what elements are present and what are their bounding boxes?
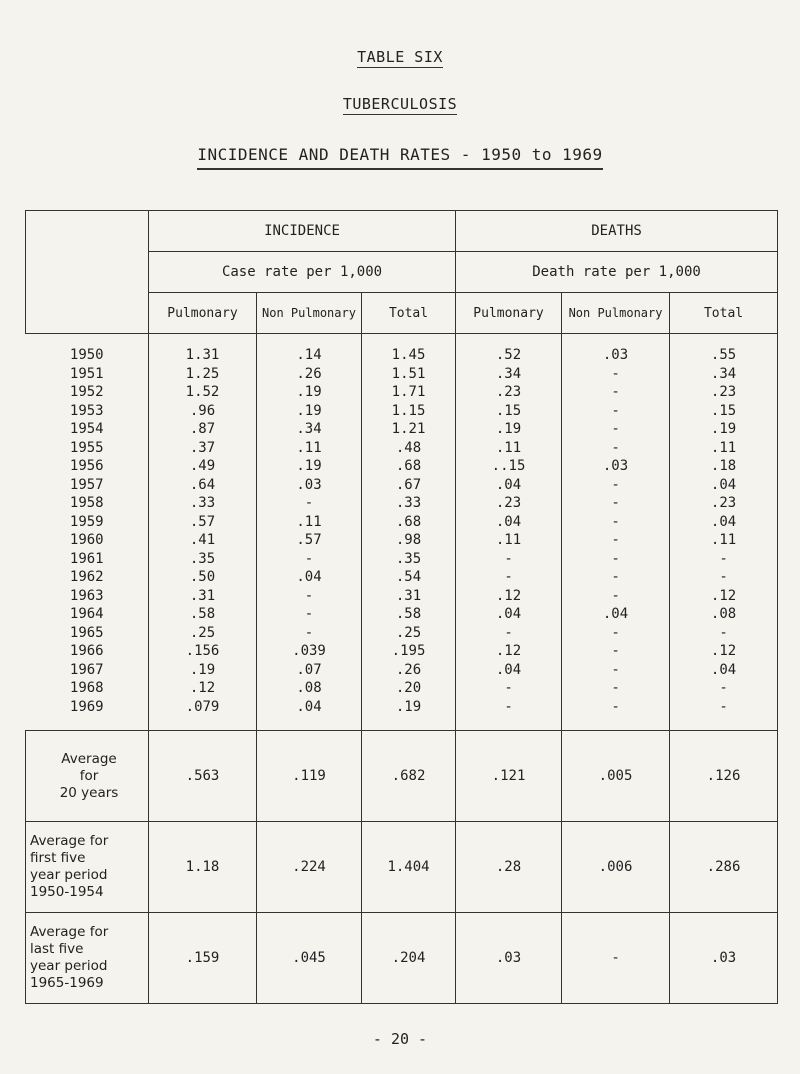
rate-cell: 1.45	[362, 334, 456, 365]
rate-cell: .12	[670, 642, 778, 661]
rate-cell: 1.52	[149, 383, 257, 402]
column-header: Non Pulmonary	[257, 293, 362, 334]
rate-cell: -	[257, 605, 362, 624]
average-label-line: Average for	[30, 833, 109, 849]
rate-cell: .68	[362, 513, 456, 532]
rate-cell: .11	[456, 439, 562, 458]
rate-cell: .11	[257, 439, 362, 458]
rate-cell: .03	[562, 457, 670, 476]
year-cell: 1957	[26, 476, 149, 495]
rate-cell: .18	[670, 457, 778, 476]
rate-cell: 1.31	[149, 334, 257, 365]
year-cell: 1968	[26, 679, 149, 698]
rate-cell: -	[257, 624, 362, 643]
average-value: -	[562, 913, 670, 1004]
rate-cell: .079	[149, 698, 257, 717]
average-value: .121	[456, 731, 562, 822]
average-value: .005	[562, 731, 670, 822]
average-value: 1.404	[362, 822, 456, 913]
rate-cell: -	[456, 568, 562, 587]
average-value: .682	[362, 731, 456, 822]
rate-cell: .14	[257, 334, 362, 365]
average-label-line: Average	[61, 750, 117, 767]
table-row	[26, 624, 778, 643]
average-label-line: year period	[30, 958, 108, 974]
year-cell: 1959	[26, 513, 149, 532]
year-cell: 1964	[26, 605, 149, 624]
rate-cell: .31	[149, 587, 257, 606]
rate-cell: .19	[670, 420, 778, 439]
rate-cell: .26	[362, 661, 456, 680]
table-row	[26, 605, 778, 624]
deaths-header: DEATHS	[456, 211, 778, 252]
average-label-line: for	[79, 767, 99, 784]
average-value: .224	[257, 822, 362, 913]
table-row	[26, 334, 778, 365]
rate-cell: -	[562, 365, 670, 384]
average-value: .03	[670, 913, 778, 1004]
average-value: .126	[670, 731, 778, 822]
rate-cell: -	[562, 513, 670, 532]
column-header: Total	[670, 293, 778, 334]
rate-cell: .87	[149, 420, 257, 439]
rate-cell: -	[670, 679, 778, 698]
rate-cell: .34	[670, 365, 778, 384]
rate-cell: .12	[670, 587, 778, 606]
rate-cell: .04	[456, 513, 562, 532]
year-cell: 1953	[26, 402, 149, 421]
rate-cell: .04	[670, 476, 778, 495]
average-value: .045	[257, 913, 362, 1004]
rate-cell: .68	[362, 457, 456, 476]
year-cell: 1950	[26, 334, 149, 365]
rate-cell: .50	[149, 568, 257, 587]
rate-cell: .04	[456, 605, 562, 624]
average-value: .159	[149, 913, 257, 1004]
table-row	[26, 365, 778, 384]
year-cell: 1954	[26, 420, 149, 439]
rate-cell: .34	[456, 365, 562, 384]
rate-cell: .08	[670, 605, 778, 624]
table-row	[26, 494, 778, 513]
rate-cell: 1.71	[362, 383, 456, 402]
rate-cell: 1.21	[362, 420, 456, 439]
corner-cell	[26, 211, 149, 334]
year-cell: 1965	[26, 624, 149, 643]
rate-cell: -	[562, 439, 670, 458]
average-value: .563	[149, 731, 257, 822]
rate-cell: -	[562, 624, 670, 643]
rate-cell: .25	[149, 624, 257, 643]
year-cell: 1951	[26, 365, 149, 384]
rate-cell: 1.25	[149, 365, 257, 384]
column-header: Pulmonary	[456, 293, 562, 334]
rate-cell: .11	[257, 513, 362, 532]
rate-cell: .33	[149, 494, 257, 513]
rate-cell: -	[562, 420, 670, 439]
table-subject: TUBERCULOSIS	[342, 95, 458, 113]
rate-cell: .15	[456, 402, 562, 421]
table-row	[26, 661, 778, 680]
rate-cell: .04	[670, 661, 778, 680]
table-row	[26, 402, 778, 421]
table-row	[26, 457, 778, 476]
rate-cell: -	[456, 624, 562, 643]
rate-cell: .58	[362, 605, 456, 624]
rate-cell: -	[257, 587, 362, 606]
rate-cell: .04	[257, 568, 362, 587]
rate-cell: .04	[456, 661, 562, 680]
case-rate-header: Case rate per 1,000	[149, 252, 456, 293]
rates-table	[25, 210, 777, 1004]
rate-cell: .08	[257, 679, 362, 698]
table-row	[26, 420, 778, 439]
average-value: .03	[456, 913, 562, 1004]
table-row	[26, 476, 778, 495]
rate-cell: .54	[362, 568, 456, 587]
rate-cell: .49	[149, 457, 257, 476]
table-row	[26, 439, 778, 458]
rate-cell: .19	[362, 698, 456, 717]
rate-cell: .23	[670, 494, 778, 513]
rate-cell: -	[257, 494, 362, 513]
rate-cell: -	[456, 550, 562, 569]
table-row	[26, 531, 778, 550]
average-label	[26, 731, 149, 822]
average-label-line: year period	[30, 867, 108, 883]
rate-cell: .19	[149, 661, 257, 680]
rate-cell: .04	[257, 698, 362, 717]
table-row	[26, 679, 778, 698]
year-cell: 1960	[26, 531, 149, 550]
rate-cell: .64	[149, 476, 257, 495]
rate-cell: .35	[149, 550, 257, 569]
death-rate-header: Death rate per 1,000	[456, 252, 778, 293]
average-label-line: 1950-1954	[30, 884, 104, 900]
rate-cell: .35	[362, 550, 456, 569]
rate-cell: .19	[257, 457, 362, 476]
table-row	[26, 642, 778, 661]
average-value: .119	[257, 731, 362, 822]
rate-cell: .04	[456, 476, 562, 495]
rate-cell: .98	[362, 531, 456, 550]
rate-cell: -	[670, 624, 778, 643]
rate-cell: .19	[257, 402, 362, 421]
average-value: .204	[362, 913, 456, 1004]
average-label-line: Average for	[30, 924, 109, 940]
average-label-line: first five	[30, 850, 86, 866]
average-label	[26, 913, 149, 1004]
rate-cell: .11	[670, 531, 778, 550]
rate-cell: .12	[456, 587, 562, 606]
year-cell: 1958	[26, 494, 149, 513]
rate-cell: .57	[149, 513, 257, 532]
rate-cell: .04	[670, 513, 778, 532]
rate-cell: .03	[257, 476, 362, 495]
page-number: - 20 -	[372, 1030, 428, 1048]
table-number: TABLE SIX	[357, 48, 443, 66]
year-cell: 1955	[26, 439, 149, 458]
table-row	[26, 587, 778, 606]
rate-cell: .03	[562, 334, 670, 365]
table-row	[26, 383, 778, 402]
rate-cell: -	[257, 550, 362, 569]
rate-cell: .34	[257, 420, 362, 439]
rate-cell: -	[456, 679, 562, 698]
rate-cell: .19	[456, 420, 562, 439]
rate-cell: .19	[257, 383, 362, 402]
rate-cell: -	[670, 698, 778, 717]
rate-cell: .20	[362, 679, 456, 698]
average-label	[26, 822, 149, 913]
rate-cell: -	[562, 402, 670, 421]
rate-cell: .55	[670, 334, 778, 365]
rate-cell: .12	[456, 642, 562, 661]
rate-cell: .33	[362, 494, 456, 513]
average-value: .006	[562, 822, 670, 913]
rate-cell: .67	[362, 476, 456, 495]
rate-cell: .96	[149, 402, 257, 421]
rate-cell: .31	[362, 587, 456, 606]
rate-cell: .57	[257, 531, 362, 550]
rate-cell: -	[562, 679, 670, 698]
rate-cell: -	[670, 550, 778, 569]
incidence-header: INCIDENCE	[149, 211, 456, 252]
rate-cell: -	[562, 550, 670, 569]
rate-cell: -	[562, 383, 670, 402]
rate-cell: -	[562, 642, 670, 661]
rate-cell: .58	[149, 605, 257, 624]
rate-cell: .07	[257, 661, 362, 680]
rate-cell: -	[562, 587, 670, 606]
rate-cell: -	[562, 494, 670, 513]
rate-cell: -	[562, 476, 670, 495]
rate-cell: .23	[456, 383, 562, 402]
table-row	[26, 698, 778, 717]
average-value: .286	[670, 822, 778, 913]
rate-cell: -	[456, 698, 562, 717]
average-label-line: 1965-1969	[30, 975, 104, 991]
year-cell: 1969	[26, 698, 149, 717]
average-value: .28	[456, 822, 562, 913]
rate-cell: -	[670, 568, 778, 587]
rate-cell: 1.51	[362, 365, 456, 384]
rate-cell: .11	[456, 531, 562, 550]
year-cell: 1962	[26, 568, 149, 587]
rate-cell: .37	[149, 439, 257, 458]
rate-cell: .156	[149, 642, 257, 661]
rate-cell: .195	[362, 642, 456, 661]
rate-cell: .25	[362, 624, 456, 643]
average-row	[26, 913, 778, 1004]
rate-cell: .52	[456, 334, 562, 365]
rate-cell: .23	[670, 383, 778, 402]
rate-cell: .039	[257, 642, 362, 661]
average-label-line: last five	[30, 941, 84, 957]
rate-cell: -	[562, 568, 670, 587]
rate-cell: .48	[362, 439, 456, 458]
average-label-line: 20 years	[59, 784, 119, 801]
rate-cell: -	[562, 698, 670, 717]
rate-cell: -	[562, 531, 670, 550]
rate-cell: .41	[149, 531, 257, 550]
rate-cell: .11	[670, 439, 778, 458]
rate-cell: .15	[670, 402, 778, 421]
table-heading: INCIDENCE AND DEATH RATES - 1950 to 1969	[0, 145, 800, 170]
rate-cell: .26	[257, 365, 362, 384]
year-cell: 1966	[26, 642, 149, 661]
table-row	[26, 550, 778, 569]
average-row	[26, 731, 778, 822]
column-header: Non Pulmonary	[562, 293, 670, 334]
rate-cell: .12	[149, 679, 257, 698]
average-value: 1.18	[149, 822, 257, 913]
table-row	[26, 513, 778, 532]
rate-cell: .23	[456, 494, 562, 513]
column-header: Pulmonary	[149, 293, 257, 334]
year-cell: 1961	[26, 550, 149, 569]
average-row	[26, 822, 778, 913]
rate-cell: -	[562, 661, 670, 680]
rate-cell: 1.15	[362, 402, 456, 421]
year-cell: 1956	[26, 457, 149, 476]
column-header: Total	[362, 293, 456, 334]
rate-cell: .04	[562, 605, 670, 624]
year-cell: 1967	[26, 661, 149, 680]
rate-cell: ..15	[456, 457, 562, 476]
year-cell: 1963	[26, 587, 149, 606]
table-row	[26, 568, 778, 587]
year-cell: 1952	[26, 383, 149, 402]
